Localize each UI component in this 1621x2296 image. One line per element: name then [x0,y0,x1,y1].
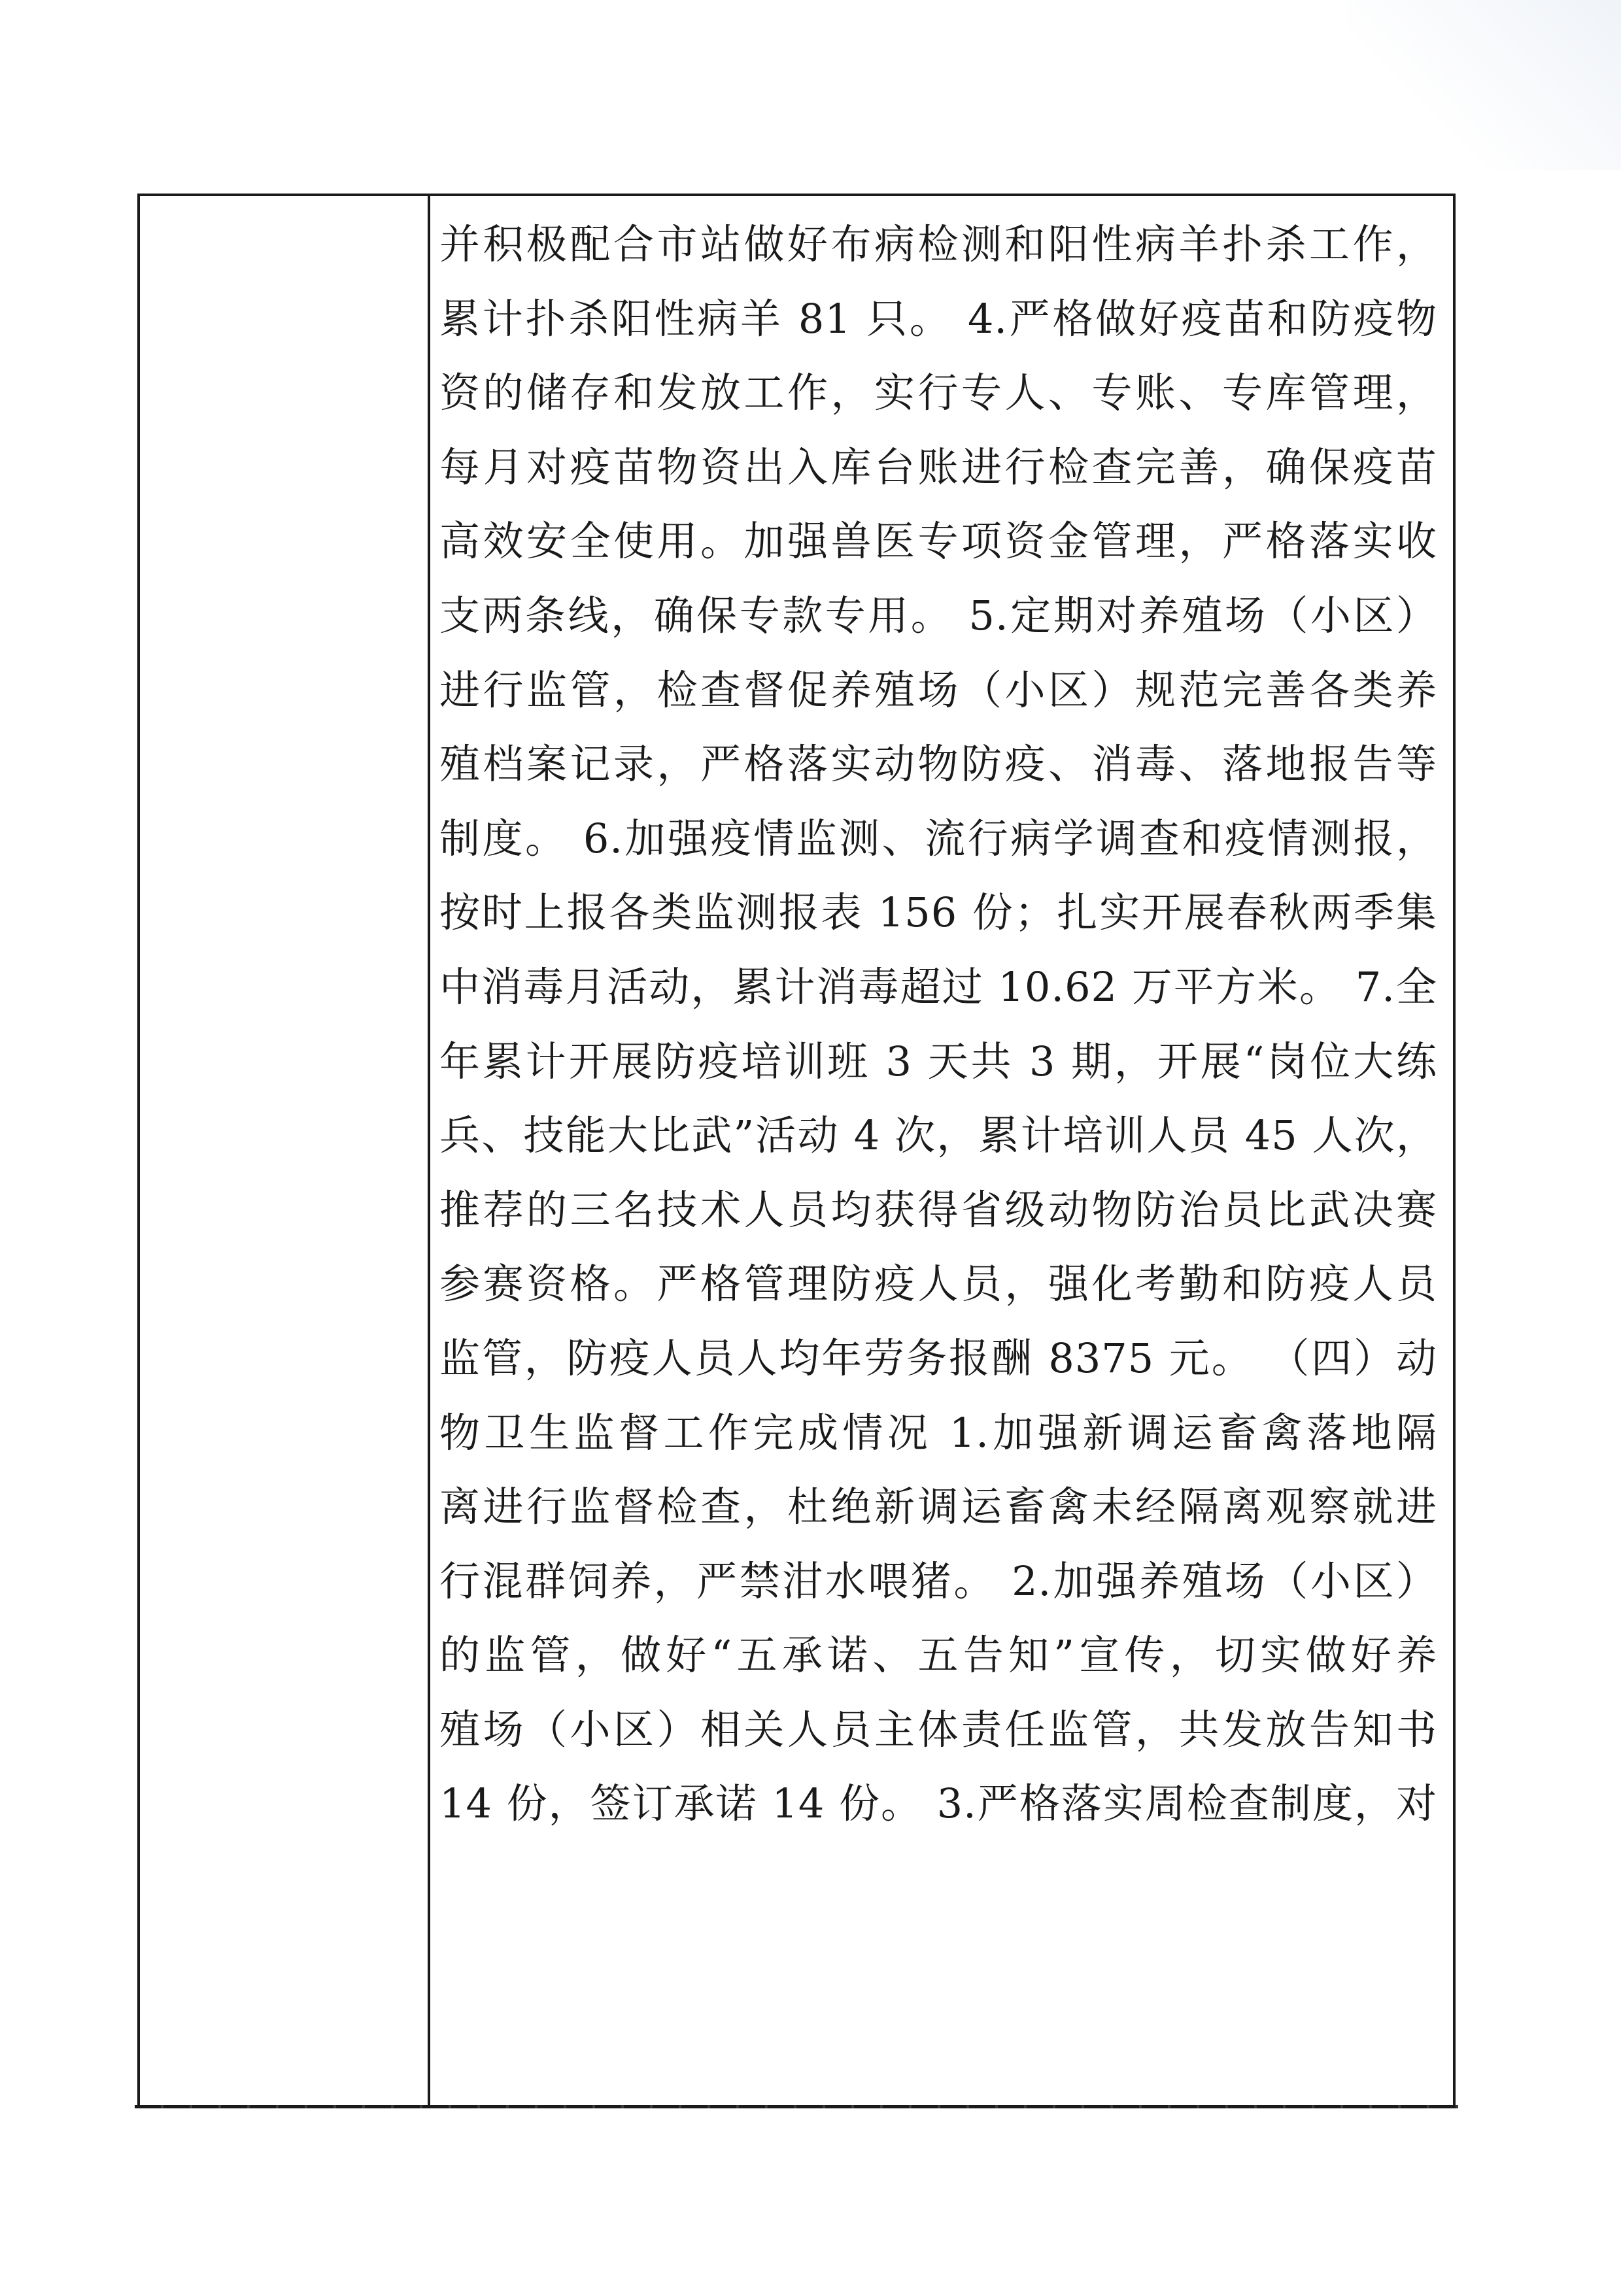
text-line: 进行监管，检查督促养殖场（小区）规范完善各类养 [439,666,1437,714]
scan-tint [1346,0,1621,170]
text-line: 兵、技能大比武”活动 4 次，累计培训人员 45 人次， [439,1111,1437,1160]
text-line: 物卫生监督工作完成情况 1.加强新调运畜禽落地隔 [439,1408,1437,1457]
text-line: 参赛资格。严格管理防疫人员，强化考勤和防疫人员 [439,1260,1437,1308]
text-line: 高效安全使用。加强兽医专项资金管理，严格落实收 [439,517,1437,566]
body-text [439,207,1437,1841]
text-line: 并积极配合市站做好布病检测和阳性病羊扑杀工作， [439,220,1437,268]
text-line: 制度。 6.加强疫情监测、流行病学调查和疫情测报， [439,814,1437,862]
table-left-cell [140,196,428,2105]
text-line: 每月对疫苗物资出入库台账进行检查完善，确保疫苗 [439,443,1437,491]
text-line: 中消毒月活动，累计消毒超过 10.62 万平方米。 7.全 [439,962,1437,1011]
text-line: 资的储存和发放工作，实行专人、专账、专库管理， [439,369,1437,417]
text-line: 监管，防疫人员人均年劳务报酬 8375 元。 （四）动 [439,1334,1437,1382]
text-line: 支两条线，确保专款专用。 5.定期对养殖场（小区） [439,591,1437,639]
text-line: 行混群饲养，严禁泔水喂猪。 2.加强养殖场（小区） [439,1557,1437,1605]
text-line: 推荐的三名技术人员均获得省级动物防治员比武决赛 [439,1185,1437,1234]
text-line: 14 份，签订承诺 14 份。 3.严格落实周检查制度，对 [439,1780,1437,1828]
table-bottom-rule [135,2105,1458,2108]
text-line: 殖场（小区）相关人员主体责任监管，共发放告知书 [439,1705,1437,1753]
text-line: 离进行监督检查，杜绝新调运畜禽未经隔离观察就进 [439,1483,1437,1531]
text-line: 殖档案记录，严格落实动物防疫、消毒、落地报告等 [439,740,1437,788]
text-line: 年累计开展防疫培训班 3 天共 3 期，开展“岗位大练 [439,1037,1437,1085]
text-line: 的监管，做好“五承诺、五告知”宣传，切实做好养 [439,1631,1437,1680]
text-line: 按时上报各类监测报表 156 份；扎实开展春秋两季集 [439,888,1437,937]
text-line: 累计扑杀阳性病羊 81 只。 4.严格做好疫苗和防疫物 [439,294,1437,343]
